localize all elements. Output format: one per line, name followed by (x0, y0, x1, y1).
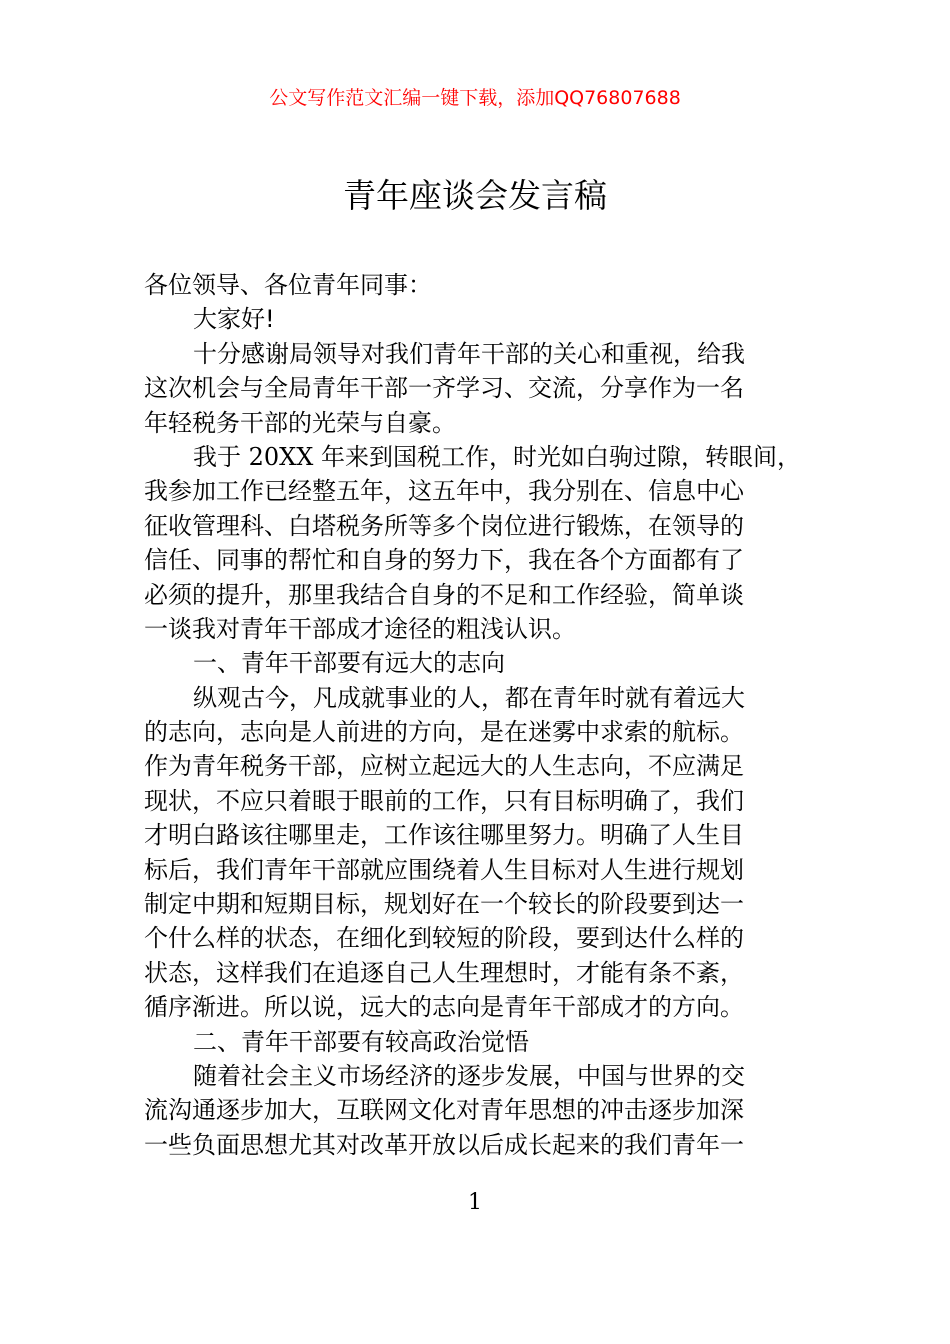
body-line: 制定中期和短期目标，规划好在一个较长的阶段要到达一 (144, 890, 744, 919)
section-heading-2: 二、青年干部要有较高政治觉悟 (193, 1027, 529, 1056)
body-line: 现状，不应只着眼于眼前的工作，只有目标明确了，我们 (144, 786, 744, 815)
salutation-line: 各位领导、各位青年同事： (144, 271, 432, 299)
year-text: 20XX (248, 442, 314, 471)
document-title: 青年座谈会发言稿 (343, 176, 607, 215)
body-line: 我参加工作已经整五年，这五年中，我分别在、信息中心 (144, 477, 744, 506)
body-line: 一谈我对青年干部成才途径的粗浅认识。 (144, 614, 576, 643)
body-line: 信任、同事的帮忙和自身的努力下，我在各个方面都有了 (144, 546, 744, 575)
download-banner: 公文写作范文汇编一键下载，添加QQ76807688 (269, 87, 681, 109)
page-number: 1 (468, 1190, 482, 1215)
body-line: 流沟通逐步加大，互联网文化对青年思想的冲击逐步加深 (144, 1096, 744, 1125)
body-line: 纵观古今，凡成就事业的人，都在青年时就有着远大 (193, 683, 745, 712)
body-line-rest: 年来到国税工作，时光如白驹过隙，转眼间， (321, 442, 801, 471)
body-line (144, 440, 812, 474)
body-line: 才明白路该往哪里走，工作该往哪里努力。明确了人生目 (144, 821, 744, 850)
body-line: 征收管理科、白塔税务所等多个岗位进行锻炼，在领导的 (144, 511, 744, 540)
body-line: 这次机会与全局青年干部一齐学习、交流，分享作为一名 (144, 374, 744, 403)
body-line: 标后，我们青年干部就应围绕着人生目标对人生进行规划 (144, 855, 744, 884)
body-line: 一些负面思想尤其对改革开放以后成长起来的我们青年一 (144, 1130, 744, 1159)
body-line: 循序渐进。所以说，远大的志向是青年干部成才的方向。 (144, 993, 744, 1022)
body-line: 状态，这样我们在追逐自己人生理想时，才能有条不紊， (144, 958, 744, 987)
body-line-prefix: 我于 (193, 442, 241, 471)
body-line: 作为青年税务干部，应树立起远大的人生志向，不应满足 (144, 752, 744, 781)
document-body (144, 268, 812, 1162)
body-line: 的志向，志向是人前进的方向，是在迷雾中求索的航标。 (144, 718, 744, 747)
section-heading-1: 一、青年干部要有远大的志向 (193, 649, 505, 678)
body-line: 随着社会主义市场经济的逐步发展，中国与世界的交 (193, 1061, 745, 1090)
body-line: 个什么样的状态，在细化到较短的阶段，要到达什么样的 (144, 924, 744, 953)
greeting-line: 大家好! (193, 305, 275, 334)
body-line: 十分感谢局领导对我们青年干部的关心和重视，给我 (193, 339, 745, 368)
body-line: 必须的提升，那里我结合自身的不足和工作经验，简单谈 (144, 580, 744, 609)
body-line: 年轻税务干部的光荣与自豪。 (144, 408, 456, 437)
